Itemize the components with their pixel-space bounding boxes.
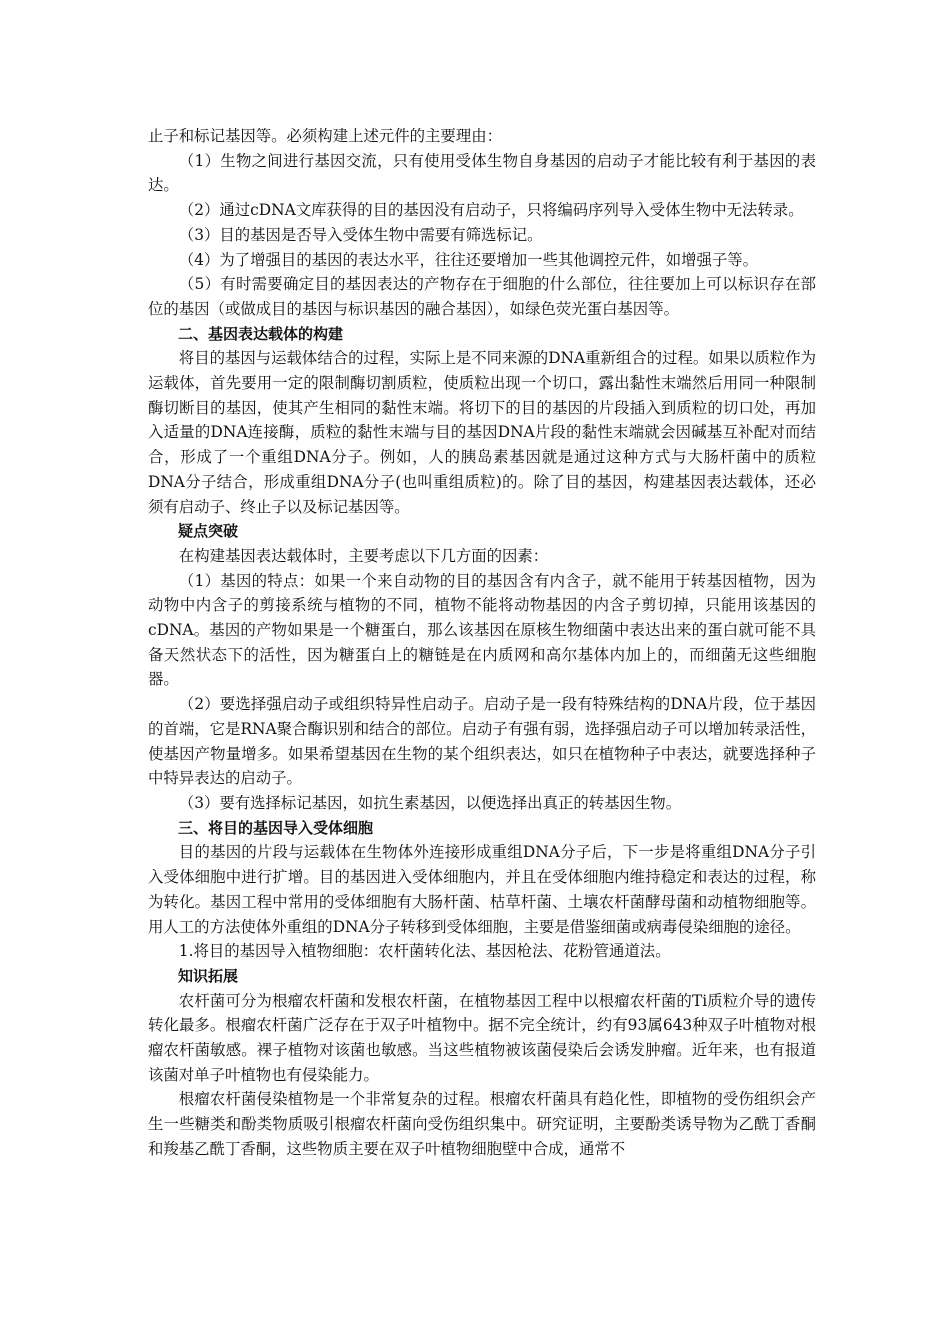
paragraph-reason-1: （1）生物之间进行基因交流，只有使用受体生物自身基因的启动子才能比较有利于基因的表达。 bbox=[148, 151, 816, 195]
paragraph-agrobacterium-types: 农杆菌可分为根瘤农杆菌和发根农杆菌，在植物基因工程中以根瘤农杆菌的Ti质粒介导的遗传转化最多。根瘤农杆菌广泛存在于双子叶植物中。据不完全统计，约有93属643种双子叶植物对根瘤农杆菌敏感。裸子植物对该菌也敏感。当这些植物被该菌侵染后会诱发肿瘤。近年来，也有报道该菌对单子叶植物也有侵染能力。 bbox=[148, 991, 816, 1084]
paragraph-reason-5: （5）有时需要确定目的基因表达的产物存在于细胞的什么部位，往往要加上可以标识存在部位的基因（或做成目的基因与标识基因的融合基因），如绿色荧光蛋白基因等。 bbox=[148, 275, 816, 318]
document-page bbox=[148, 124, 816, 1162]
paragraph-plant-methods: 1.将目的基因导入植物细胞：农杆菌转化法、基因枪法、花粉管通道法。 bbox=[178, 942, 671, 961]
paragraph-intro: 止子和标记基因等。必须构建上述元件的主要理由： bbox=[148, 127, 502, 145]
section-heading-vector-construction: 二、基因表达载体的构建 bbox=[178, 324, 344, 343]
paragraph-transformation: 目的基因的片段与运载体在生物体外连接形成重组DNA分子后，下一步是将重组DNA分子引入受体细胞中进行扩增。目的基因进入受体细胞内，并且在受体细胞内维持稳定和表达的过程，称为转化。基因工程中常用的受体细胞有大肠杆菌、枯草杆菌、土壤农杆菌酵母菌和动植物细胞等。用人工的方法使体外重组的DNA分子转移到受体细胞，主要是借鉴细菌或病毒侵染细胞的途径。 bbox=[148, 843, 816, 936]
section-heading-knowledge-extension: 知识拓展 bbox=[178, 966, 239, 985]
paragraph-factor-2: （2）要选择强启动子或组织特异性启动子。启动子是一段有特殊结构的DNA片段，位于基因的首端，它是RNA聚合酶识别和结合的部位。启动子有强有弱，选择强启动子可以增加转录活性，使基因产物量增多。如果希望基因在生物的某个组织表达，如只在植物种子中表达，就要选择种子中特异表达的启动子。 bbox=[148, 695, 816, 788]
paragraph-reason-3: （3）目的基因是否导入受体生物中需要有筛选标记。 bbox=[178, 225, 543, 244]
paragraph-agrobacterium-infection: 根瘤农杆菌侵染植物是一个非常复杂的过程。根瘤农杆菌具有趋化性，即植物的受伤组织会产生一些糖类和酚类物质吸引根瘤农杆菌向受伤组织集中。研究证明，主要酚类诱导物为乙酰丁香酮和羧基乙酰丁香酮，这些物质主要在双子叶植物细胞壁中合成，通常不 bbox=[148, 1090, 816, 1158]
paragraph-factor-3: （3）要有选择标记基因，如抗生素基因，以便选择出真正的转基因生物。 bbox=[178, 793, 682, 812]
section-heading-introduction-to-cells: 三、将目的基因导入受体细胞 bbox=[178, 818, 374, 837]
section-heading-key-points: 疑点突破 bbox=[178, 522, 239, 541]
paragraph-reason-2: （2）通过cDNA文库获得的目的基因没有启动子，只将编码序列导入受体生物中无法转录。 bbox=[178, 201, 804, 220]
paragraph-reason-4: （4）为了增强目的基因的表达水平，往往还要增加一些其他调控元件，如增强子等。 bbox=[178, 250, 759, 269]
paragraph-vector-construction: 将目的基因与运载体结合的过程，实际上是不同来源的DNA重新组合的过程。如果以质粒作为运载体，首先要用一定的限制酶切割质粒，使质粒出现一个切口，露出黏性末端然后用同一种限制酶切断目的基因，使其产生相同的黏性末端。将切下的目的基因的片段插入到质粒的切口处，再加入适量的DNA连接酶，质粒的黏性末端与目的基因DNA片段的黏性末端就会因碱基互补配对而结合，形成了一个重组DNA分子。例如，人的胰岛素基因就是通过这种方式与大肠杆菌中的质粒DNA分子结合，形成重组DNA分子(也叫重组质粒)的。除了目的基因，构建基因表达载体，还必须有启动子、终止子以及标记基因等。 bbox=[148, 349, 816, 516]
paragraph-factors-intro: 在构建基因表达载体时，主要考虑以下几方面的因素： bbox=[178, 546, 549, 565]
paragraph-factor-1: （1）基因的特点：如果一个来自动物的目的基因含有内含子，就不能用于转基因植物，因为动物中内含子的剪接系统与植物的不同，植物不能将动物基因的内含子剪切掉，只能用该基因的cDNA。基因的产物如果是一个糖蛋白，那么该基因在原核生物细菌中表达出来的蛋白就可能不具备天然状态下的活性，因为糖蛋白上的糖链是在内质网和高尔基体内加上的，而细菌无这些细胞器。 bbox=[148, 571, 816, 689]
